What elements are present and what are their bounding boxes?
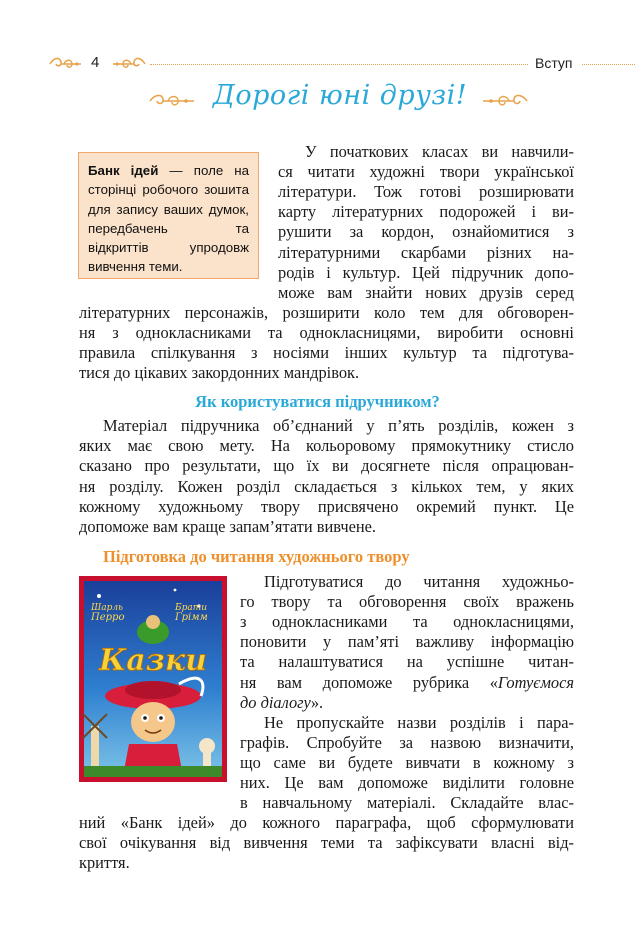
text-line: з однокласниками та однокласницями, <box>240 612 574 632</box>
title-ornament-right-icon <box>481 92 529 110</box>
text-line: Матеріал підручника об’єднаний у п’ять розділів, кожен з <box>103 416 574 435</box>
text-line: криття. <box>79 853 130 873</box>
idea-bank-note <box>78 152 259 279</box>
cover-author-left-1: Шарль <box>91 603 124 613</box>
page-title: Дорогі юні друзі! <box>212 80 468 111</box>
cover-author-right-2: Грімм <box>175 612 208 623</box>
text-line: графів. Спробуйте за назвою визначити, <box>240 732 574 752</box>
text-line: У початкових класах ви навчили- <box>305 142 574 161</box>
note-text: — поле на сторінці робочого зошита для запису ваших думок, передбачень та відкриттів упродовж вивчення теми. <box>88 163 249 275</box>
cover-author-left-2: Перро <box>91 612 125 623</box>
section-heading-preparation: Підготовка до читання художнього твору <box>103 547 410 566</box>
header-ornament-right-icon <box>111 56 147 72</box>
section-heading-how-to-use: Як користуватися підручником? <box>195 392 440 411</box>
text-line: тися до цікавих закордонних мандрівок. <box>79 363 360 383</box>
text-line: до діалогу». <box>240 692 324 712</box>
text-line: в навчальному матеріалі. Складайте влас- <box>240 793 574 813</box>
text-line: допоможе вам краще запам’ятати вивчене. <box>79 517 377 536</box>
text-line: сказано про результати, що їх ви досягнете після опрацюван- <box>79 456 574 476</box>
text-line: ня вам допоможе рубрика «Готуємося <box>240 672 574 692</box>
text-line: рушити за кордон, ознайомитися з <box>278 222 574 242</box>
text-line: кожному художньому твору присвячено окремий пункт. Це <box>79 496 574 516</box>
text-line: літературних персонажів, розширити коло тем для обговорен- <box>79 302 574 322</box>
text-line: ня з однокласниками та однокласницями, виробити основні <box>79 322 574 342</box>
section-name: Вступ <box>535 55 573 71</box>
text-line: ся читати художні твори української <box>278 162 574 182</box>
header-rule <box>150 64 528 65</box>
text-line: них. Це вам допоможе виділити головне <box>240 773 574 792</box>
text-line: може вам знайти нових друзів серед <box>278 282 574 302</box>
text-line: що саме ви будете вивчати в кожному з <box>240 752 574 772</box>
text-line: яких має свою мету. На кольоровому прямокутнику стисло <box>79 436 574 456</box>
text-line: ня розділу. Кожен розділ складається з кількох тем, у яких <box>79 476 574 496</box>
cover-author-right-1: Брати <box>175 603 208 613</box>
text-line: та налаштуватися на успішне читан- <box>240 652 574 672</box>
title-ornament-left-icon <box>148 92 196 110</box>
book-cover-image <box>79 576 227 782</box>
text-line: поновити у пам’яті важливу інформацію <box>240 632 574 652</box>
text-line: правила спілкування з носіями інших культур та підготува- <box>79 343 574 362</box>
text-line: свої очікування від вивчення теми та зафіксувати власні від- <box>79 833 574 853</box>
text-line: го твору та обговорення своїх вражень <box>240 592 574 612</box>
text-line: Не пропускайте назви розділів і пара- <box>264 712 574 732</box>
text-line: літературними скарбами різних на- <box>278 242 574 262</box>
note-term: Банк ідей <box>88 163 159 178</box>
page-number: 4 <box>91 54 100 71</box>
cover-title: Казки <box>99 643 207 678</box>
text-line: літератури. Тож готові розширювати <box>278 182 574 202</box>
text-line: Підготуватися до читання художньо- <box>264 572 574 591</box>
text-line: ний «Банк ідей» до кожного параграфа, щоб сформулювати <box>79 813 574 833</box>
header-ornament-left-icon <box>48 56 82 72</box>
text-line: родів і культур. Цей підручник допо- <box>278 262 574 282</box>
text-line: карту літературних подорожей і ви- <box>278 202 574 222</box>
header-rule-right <box>582 64 635 65</box>
